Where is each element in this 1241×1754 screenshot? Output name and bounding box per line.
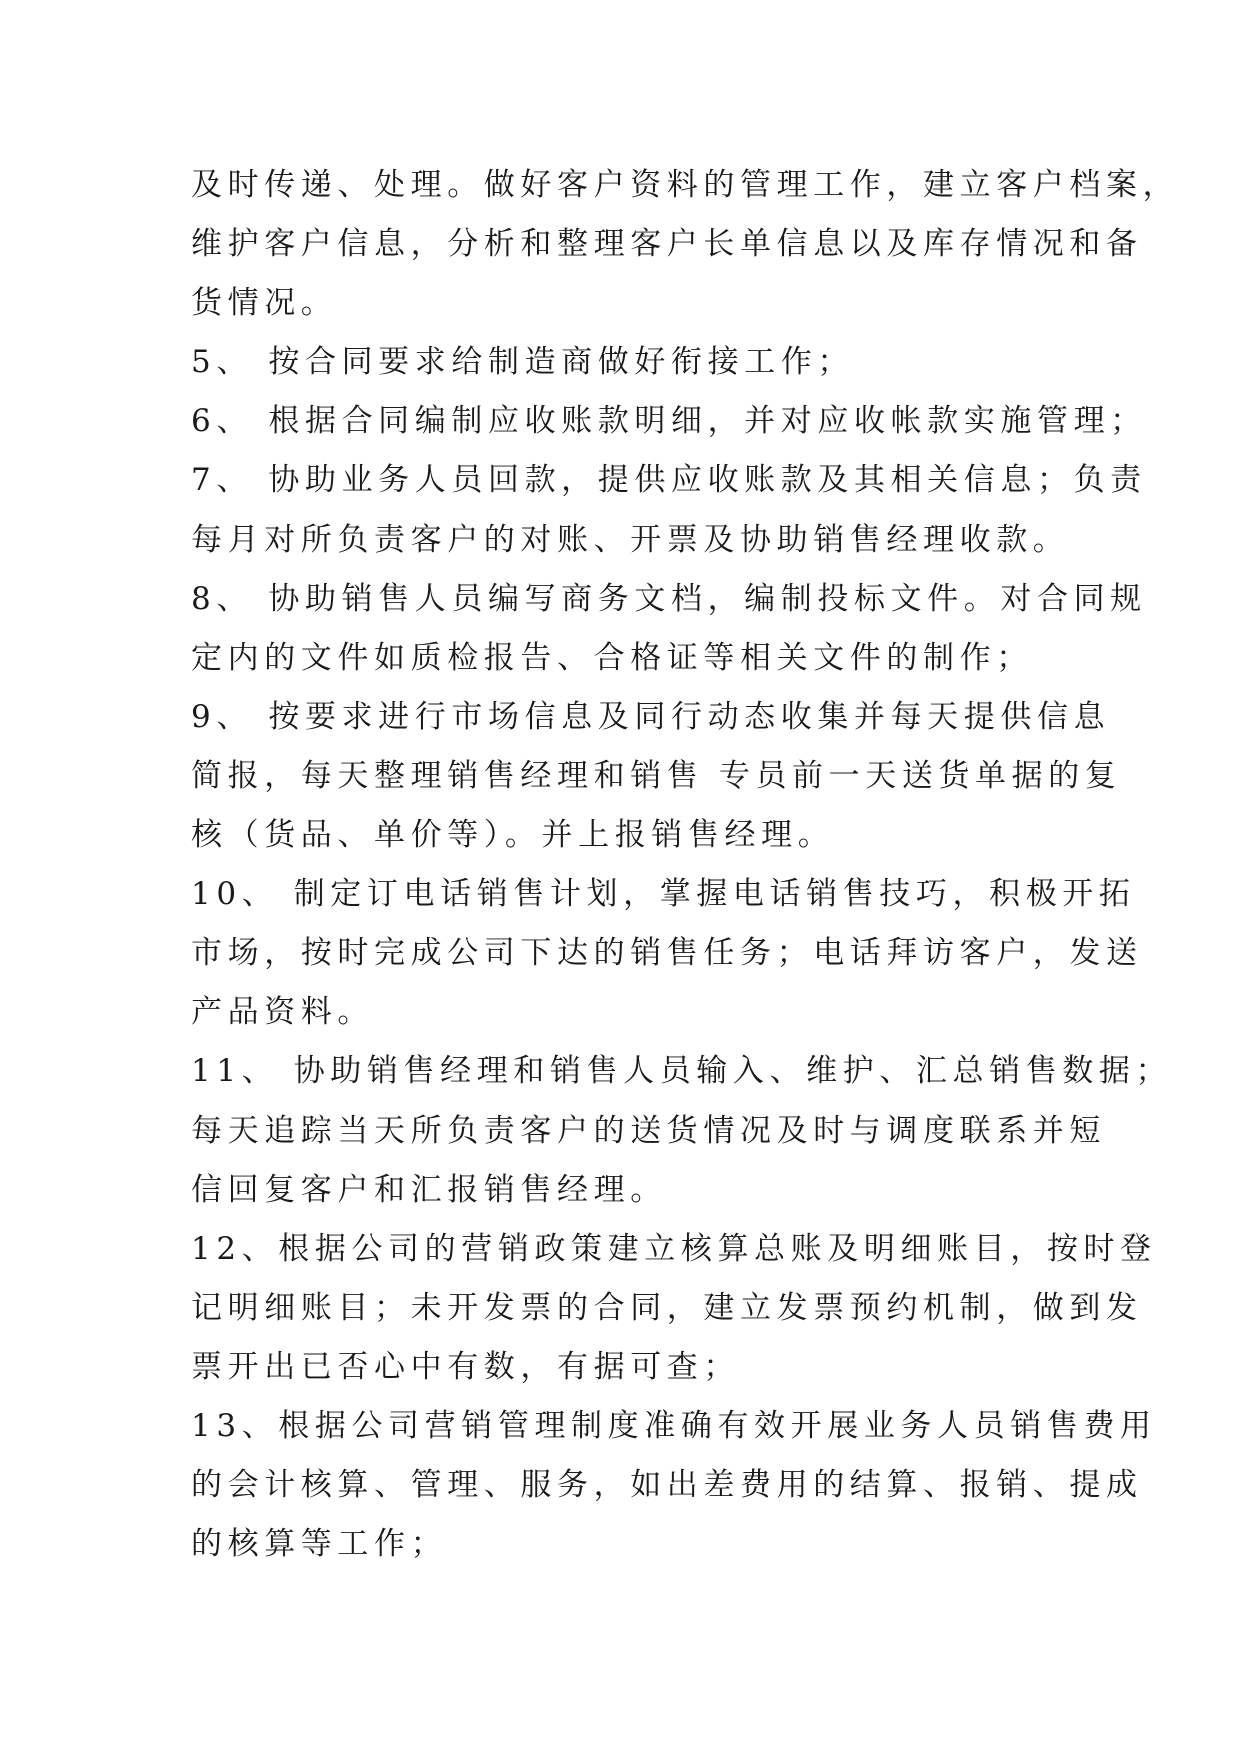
- text-line: 核（货品、单价等）。并上报销售经理。: [191, 817, 835, 854]
- text-line: 8、 协助销售人员编写商务文档，编制投标文件。对合同规: [191, 580, 1147, 617]
- list-item-13: [191, 1397, 1157, 1574]
- text-line: 每月对所负责客户的对账、开票及协助销售经理收款。: [191, 521, 1070, 558]
- text-line: 票开出已否心中有数，有据可查；: [191, 1348, 740, 1385]
- text-line: 10、 制定订电话销售计划，掌握电话销售技巧，积极开拓: [191, 876, 1136, 913]
- text-line: 每天追踪当天所负责客户的送货情况及时与调度联系并短: [191, 1112, 1106, 1149]
- list-item-12: [191, 1220, 1157, 1397]
- list-item-6: [191, 392, 1147, 451]
- text-line: 7、 协助业务人员回款，提供应收账款及其相关信息；负责: [191, 462, 1147, 499]
- text-line: 定内的文件如质检报告、合格证等相关文件的制作；: [191, 639, 1033, 676]
- text-line: 13、根据公司营销管理制度准确有效开展业务人员销售费用: [191, 1407, 1157, 1444]
- list-item-8: [191, 570, 1147, 688]
- list-item-9: [191, 688, 1122, 865]
- text-line: 产品资料。: [191, 994, 374, 1031]
- list-item-5: [191, 333, 1071, 392]
- text-line: 9、 按要求进行市场信息及同行动态收集并每天提供信息: [191, 698, 1111, 735]
- text-line: 5、 按合同要求给制造商做好衔接工作；: [191, 344, 854, 381]
- text-line: 12、根据公司的营销政策建立核算总账及明细账目，按时登: [191, 1230, 1157, 1267]
- list-item-11: [191, 1042, 1173, 1219]
- text-line: 及时传递、处理。做好客户资料的管理工作，建立客户档案，: [191, 167, 1180, 203]
- text-line: 货情况。: [191, 285, 338, 322]
- text-line: 维护客户信息，分析和整理客户长单信息以及库存情况和备: [191, 226, 1143, 263]
- text-line: 信回复客户和汇报销售经理。: [191, 1171, 667, 1208]
- text-line: 的会计核算、管理、服务，如出差费用的结算、报销、提成: [191, 1467, 1143, 1504]
- paragraph-continuation: [191, 156, 1180, 333]
- text-line: 的核算等工作；: [191, 1526, 448, 1563]
- text-line: 11、 协助销售经理和销售人员输入、维护、汇总销售数据；: [191, 1053, 1173, 1090]
- text-line: 记明细账目；未开发票的合同，建立发票预约机制，做到发: [191, 1289, 1143, 1326]
- list-item-10: [191, 865, 1143, 1042]
- document-body: [191, 156, 1180, 1574]
- text-line: 市场，按时完成公司下达的销售任务；电话拜访客户，发送: [191, 935, 1143, 972]
- text-line: 简报，每天整理销售经理和销售 专员前一天送货单据的复: [191, 757, 1122, 794]
- text-line: 6、 根据合同编制应收账款明细，并对应收帐款实施管理；: [191, 403, 1147, 440]
- list-item-7: [191, 451, 1147, 569]
